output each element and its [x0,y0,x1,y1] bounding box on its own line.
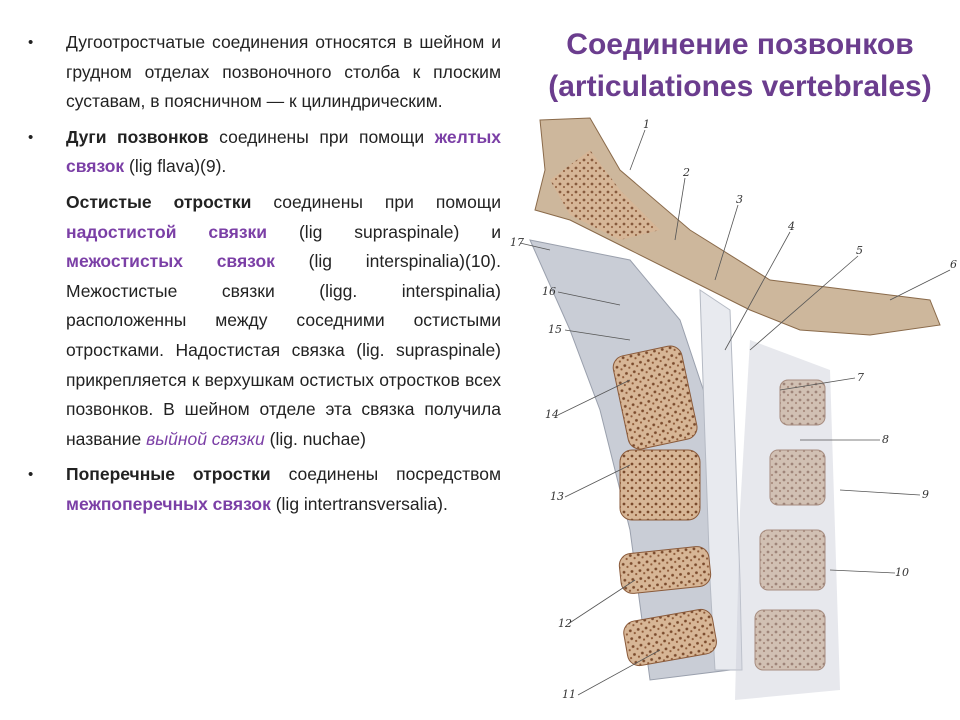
figure-label-6: 6 [950,258,957,271]
figure-label-15: 15 [548,323,562,336]
figure-label-11: 11 [562,688,576,701]
bullet-dot-icon: • [28,466,34,484]
figure-label-17: 17 [510,236,524,249]
term-arches: Дуги позвонков [66,126,209,147]
figure-label-5: 5 [856,244,863,257]
spine-anatomy-illustration [510,110,960,720]
para-text: (lig interspinalia)(10). Межостистые связки (ligg. interspinalia) расположенны между соседними остистыми отростками. Надостистая связка (lig. supraspinale) прикрепляется к верхушкам остистых отростков всех позвонков. В шейном отделе эта связка получила название [66,251,501,449]
figure-label-16: 16 [542,285,556,298]
title-line-1: Соединение позвонков [566,28,914,61]
term-yellow-ligaments: желтых связок [66,126,501,177]
intervertebral-ligaments [735,340,840,700]
slide-title [535,24,945,108]
para-text: соединены при помощи [251,191,501,212]
paragraph-spinous-processes [26,188,501,454]
term-supraspinous: надостистой связки [66,221,268,242]
bullet-text: (lig flava)(9). [124,156,227,177]
figure-label-7: 7 [857,371,864,384]
bullet-facet-joints [26,28,501,117]
figure-label-2: 2 [683,166,690,179]
para-text: (lig supraspinale) и [267,221,501,242]
figure-label-14: 14 [545,408,559,421]
figure-label-9: 9 [922,488,929,501]
term-transverse: Поперечные отростки [66,464,271,485]
term-intertransverse: межпоперечных связок [66,493,271,514]
figure-label-10: 10 [895,566,909,579]
text-column [26,28,501,526]
bullet-text: (lig intertransversalia). [270,493,448,514]
bullet-text: соединены посредством [270,464,502,485]
term-interspinous: межостистых связок [66,251,275,272]
figure-label-3: 3 [736,193,743,206]
title-line-2: (articulationes vertebrales) [548,70,932,103]
bullet-text: соединены при помощи [208,126,435,147]
bullet-dot-icon: • [28,128,34,146]
figure-label-8: 8 [882,433,889,446]
figure-label-1: 1 [643,118,650,131]
figure-label-12: 12 [558,617,572,630]
bullet-transverse-processes [26,460,501,519]
term-spinous: Остистые отростки [66,191,252,212]
bullet-text: Дугоотростчатые соединения относятся в шейном и грудном отделах позвоночного столба к плоским суставам, в поясничном — к цилиндрическим. [66,32,501,112]
figure-label-4: 4 [788,220,795,233]
para-text: (lig. nuchae) [264,428,366,449]
term-nuchal: выйной связки [146,428,265,449]
bullet-dot-icon: • [28,34,34,51]
figure-label-13: 13 [550,490,564,503]
bullet-vertebral-arches [26,123,501,182]
spinous-process-2 [620,450,700,520]
